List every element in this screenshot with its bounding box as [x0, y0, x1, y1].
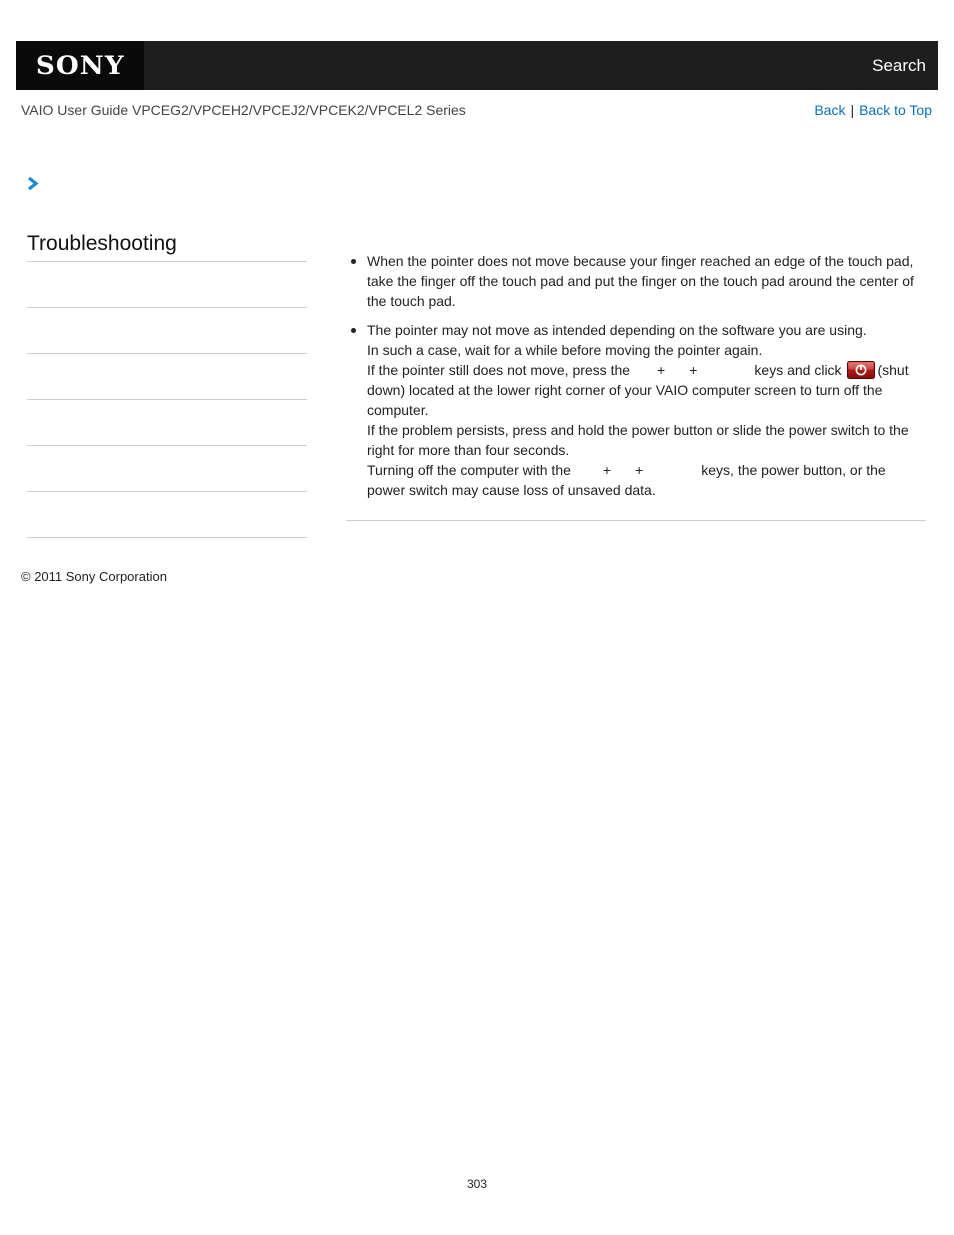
page-number: 303 [466, 1177, 488, 1191]
text-line: The pointer may not move as intended depending on the software you are using. [367, 322, 867, 338]
copyright: © 2011 Sony Corporation [21, 569, 167, 584]
search-link[interactable]: Search [872, 56, 926, 75]
back-link[interactable]: Back [814, 102, 846, 118]
plus-sign: + [602, 462, 612, 478]
text-line: down) located at the lower right corner of your VAIO computer screen to turn off the [367, 382, 883, 398]
sidebar-item[interactable] [27, 400, 307, 446]
back-to-top-link[interactable]: Back to Top [859, 102, 932, 118]
plus-sign: + [657, 362, 666, 378]
text-segment: (shut [877, 362, 909, 378]
text-line: the touch pad. [367, 293, 456, 309]
text-line: power switch may cause loss of unsaved data. [367, 482, 656, 498]
text-line: take the finger off the touch pad and put the finger on the touch pad around the center of [367, 273, 914, 289]
sidebar-item[interactable] [27, 262, 307, 308]
shutdown-icon[interactable] [847, 361, 875, 379]
text-line: When the pointer does not move because your finger reached an edge of the touch pad, [367, 253, 914, 269]
sidebar-item[interactable] [27, 492, 307, 538]
sidebar-item[interactable] [27, 446, 307, 492]
logo-text: SONY [35, 51, 125, 80]
tips-list [346, 251, 926, 500]
sony-logo[interactable] [16, 41, 144, 90]
text-segment: Turning off the computer with the [367, 462, 571, 478]
text-segment: keys, the power button, or the [701, 462, 886, 478]
sidebar [27, 232, 307, 538]
content-divider [346, 520, 926, 521]
list-item [346, 320, 926, 500]
text-segment: keys and click [754, 362, 842, 378]
text-line [367, 360, 926, 380]
plus-sign: + [689, 362, 698, 378]
top-bar [16, 41, 938, 90]
top-navigation-links [814, 102, 932, 118]
text-line: In such a case, wait for a while before moving the pointer again. [367, 342, 763, 358]
plus-sign: + [635, 462, 644, 478]
main-content [346, 251, 926, 509]
text-line: right for more than four seconds. [367, 442, 570, 458]
text-segment: If the pointer still does not move, press the [367, 362, 631, 378]
guide-title: VAIO User Guide VPCEG2/VPCEH2/VPCEJ2/VPCEK2/VPCEL2 Series [21, 102, 466, 118]
list-item [346, 251, 926, 311]
sidebar-item[interactable] [27, 354, 307, 400]
sidebar-item[interactable] [27, 308, 307, 354]
link-separator: | [850, 102, 855, 118]
text-line: computer. [367, 402, 429, 418]
sidebar-title: Troubleshooting [27, 232, 307, 262]
text-line: If the problem persists, press and hold the power button or slide the power switch to the [367, 422, 909, 438]
text-line [367, 460, 926, 480]
chevron-right-icon[interactable] [26, 176, 40, 191]
